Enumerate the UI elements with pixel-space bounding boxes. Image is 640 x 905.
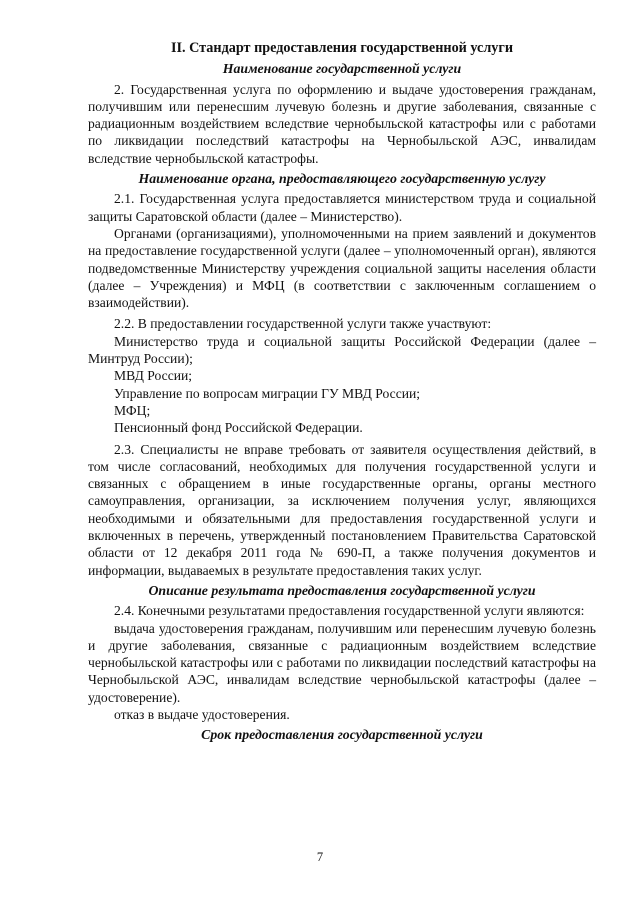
- list-item-mfc: МФЦ;: [114, 402, 151, 418]
- document-page: [88, 40, 596, 747]
- subheading-service-name: Наименование государственной услуги: [222, 61, 462, 77]
- list-item-migration: Управление по вопросам миграции ГУ МВД России;: [114, 385, 421, 401]
- paragraph-2-2: 2.2. В предоставлении государственной услуги также участвуют:: [114, 316, 492, 332]
- subheading-result: Описание результата предоставления государственной услуги: [148, 582, 536, 598]
- list-item-pension-fund: Пенсионный фонд Российской Федерации.: [114, 420, 363, 436]
- list-item-mintrud: Министерство труда и социальной защиты Российской Федерации (далее – Минтруд России);: [88, 333, 596, 367]
- paragraph-2-3: 2.3. Специалисты не вправе требовать от заявителя осуществления действий, в том числе согласований, необходимых для получения государственной услуги и связанных с обращением в иные государственные органы, органы местного самоуправления, организации, за исключением получения услуг, являющихся необходимыми и обязательными для предоставления государственной услуги и включенных в перечень, утвержденный постановлением Правительства Саратовской области от 12 декабря 2011 года № 690-П, а также получения документов и информации, выдаваемых в результате предоставления таких услуг.: [88, 441, 596, 578]
- result-refusal: отказ в выдаче удостоверения.: [114, 706, 290, 722]
- page-number: 7: [316, 850, 324, 864]
- list-item-mvd: МВД России;: [114, 368, 193, 384]
- subheading-term: Срок предоставления государственной услуги: [201, 727, 483, 743]
- subheading-provider-body: Наименование органа, предоставляющего государственную услугу: [138, 171, 546, 187]
- paragraph-2-1: 2.1. Государственная услуга предоставляется министерством труда и социальной защиты Саратовской области (далее – Министерство).: [88, 191, 596, 224]
- paragraph-authorized-bodies: Органами (организациями), уполномоченными на прием заявлений и документов на предоставление государственной услуги (далее – уполномоченный орган), являются подведомственные Министерству учреждения социальной защиты населения области (далее – Учреждения) и МФЦ (в соответствии с заключенным соглашением о взаимодействии).: [88, 225, 596, 311]
- section-title: II. Стандарт предоставления государственной услуги: [170, 40, 514, 56]
- result-issue-certificate: выдача удостоверения гражданам, получившим или перенесшим лучевую болезнь и другие заболевания, связанные с радиационным воздействием вследствие чернобыльской катастрофы или с работами по ликвидации последствий катастрофы на Чернобыльской АЭС, инвалидам вследствие чернобыльской катастрофы (далее – удостоверение).: [88, 620, 596, 705]
- paragraph-2-4: 2.4. Конечными результатами предоставления государственной услуги являются:: [114, 603, 585, 619]
- paragraph-2: 2. Государственная услуга по оформлению и выдаче удостоверения гражданам, получившим или перенесшим лучевую болезнь и другие заболевания, связанные с радиационным воздействием вследствие чернобыльской катастрофы или с работами по ликвидации последствий катастрофы на Чернобыльской АЭС, инвалидам вследствие чернобыльской катастрофы.: [88, 81, 596, 166]
